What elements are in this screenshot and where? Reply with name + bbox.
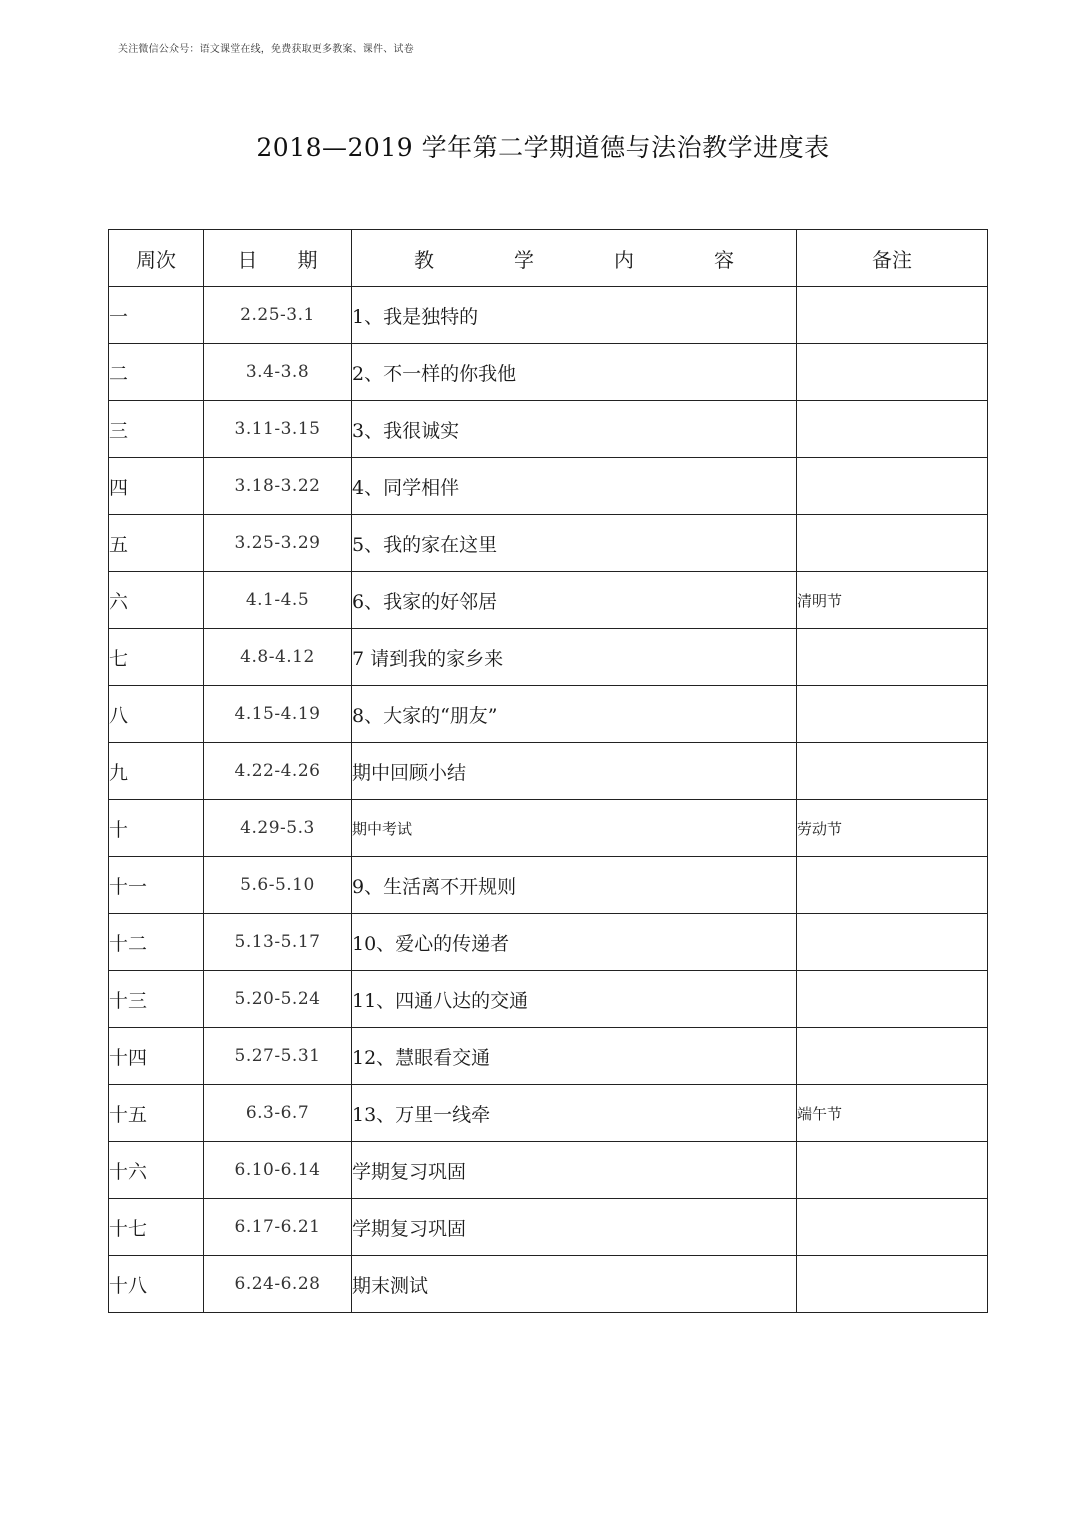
- content-cell: 学期复习巩固: [352, 1142, 797, 1199]
- content-cell: 12、慧眼看交通: [352, 1028, 797, 1085]
- note-cell: [797, 344, 988, 401]
- date-cell: 4.1-4.5: [204, 572, 352, 629]
- week-cell: 八: [109, 686, 204, 743]
- table-row: [109, 800, 988, 857]
- note-cell: [797, 629, 988, 686]
- note-cell: [797, 743, 988, 800]
- date-cell: 5.20-5.24: [204, 971, 352, 1028]
- note-cell: [797, 287, 988, 344]
- week-cell: 十八: [109, 1256, 204, 1313]
- content-cell: 13、万里一线牵: [352, 1085, 797, 1142]
- page-title: 2018—2019 学年第二学期道德与法治教学进度表: [256, 133, 830, 162]
- week-cell: 九: [109, 743, 204, 800]
- note-cell: [797, 1256, 988, 1313]
- table-row: [109, 458, 988, 515]
- content-cell: 6、我家的好邻居: [352, 572, 797, 629]
- note-cell: [797, 914, 988, 971]
- date-cell: 3.18-3.22: [204, 458, 352, 515]
- content-cell: 8、大家的“朋友”: [352, 686, 797, 743]
- week-cell: 五: [109, 515, 204, 572]
- week-cell: 十: [109, 800, 204, 857]
- content-cell: 9、生活离不开规则: [352, 857, 797, 914]
- content-cell: 7 请到我的家乡来: [352, 629, 797, 686]
- table-row: [109, 857, 988, 914]
- date-cell: 6.24-6.28: [204, 1256, 352, 1313]
- date-cell: 4.15-4.19: [204, 686, 352, 743]
- note-cell: [797, 1142, 988, 1199]
- content-cell: 4、同学相伴: [352, 458, 797, 515]
- table-row: [109, 686, 988, 743]
- note-cell: [797, 857, 988, 914]
- date-cell: 4.8-4.12: [204, 629, 352, 686]
- week-cell: 四: [109, 458, 204, 515]
- header-note: 备注: [797, 230, 988, 287]
- content-cell: 5、我的家在这里: [352, 515, 797, 572]
- table-header-row: [109, 230, 988, 287]
- note-cell: [797, 515, 988, 572]
- week-cell: 十五: [109, 1085, 204, 1142]
- content-cell: 期中回顾小结: [352, 743, 797, 800]
- date-cell: 4.22-4.26: [204, 743, 352, 800]
- date-cell: 6.17-6.21: [204, 1199, 352, 1256]
- date-cell: 5.13-5.17: [204, 914, 352, 971]
- date-cell: 6.10-6.14: [204, 1142, 352, 1199]
- note-cell: 劳动节: [797, 800, 988, 857]
- content-cell: 学期复习巩固: [352, 1199, 797, 1256]
- table-row: [109, 572, 988, 629]
- header-week: 周次: [109, 230, 204, 287]
- date-cell: 6.3-6.7: [204, 1085, 352, 1142]
- content-cell: 3、我很诚实: [352, 401, 797, 458]
- date-cell: 3.11-3.15: [204, 401, 352, 458]
- note-cell: [797, 458, 988, 515]
- note-cell: [797, 1028, 988, 1085]
- content-cell: 1、我是独特的: [352, 287, 797, 344]
- note-cell: [797, 401, 988, 458]
- table-row: [109, 629, 988, 686]
- table-row: [109, 743, 988, 800]
- table-body: [109, 287, 988, 1313]
- week-cell: 十二: [109, 914, 204, 971]
- note-cell: 清明节: [797, 572, 988, 629]
- table-row: [109, 515, 988, 572]
- week-cell: 三: [109, 401, 204, 458]
- header-content: 教 学 内 容: [352, 230, 797, 287]
- header-date: 日 期: [204, 230, 352, 287]
- note-cell: [797, 1199, 988, 1256]
- content-cell: 期中考试: [352, 800, 797, 857]
- table-row: [109, 401, 988, 458]
- table-row: [109, 1028, 988, 1085]
- week-cell: 十七: [109, 1199, 204, 1256]
- week-cell: 七: [109, 629, 204, 686]
- content-cell: 2、不一样的你我他: [352, 344, 797, 401]
- week-cell: 一: [109, 287, 204, 344]
- note-cell: 端午节: [797, 1085, 988, 1142]
- table-row: [109, 344, 988, 401]
- table-row: [109, 1142, 988, 1199]
- week-cell: 二: [109, 344, 204, 401]
- week-cell: 十四: [109, 1028, 204, 1085]
- table-row: [109, 1199, 988, 1256]
- date-cell: 5.6-5.10: [204, 857, 352, 914]
- content-cell: 10、爱心的传递者: [352, 914, 797, 971]
- date-cell: 4.29-5.3: [204, 800, 352, 857]
- week-cell: 十一: [109, 857, 204, 914]
- content-cell: 期末测试: [352, 1256, 797, 1313]
- table-row: [109, 1085, 988, 1142]
- table-row: [109, 287, 988, 344]
- content-cell: 11、四通八达的交通: [352, 971, 797, 1028]
- date-cell: 5.27-5.31: [204, 1028, 352, 1085]
- date-cell: 3.4-3.8: [204, 344, 352, 401]
- table-row: [109, 914, 988, 971]
- week-cell: 十三: [109, 971, 204, 1028]
- schedule-table: [108, 229, 988, 1313]
- week-cell: 六: [109, 572, 204, 629]
- date-cell: 2.25-3.1: [204, 287, 352, 344]
- table-row: [109, 1256, 988, 1313]
- week-cell: 十六: [109, 1142, 204, 1199]
- header-note: 关注微信公众号：语文课堂在线，免费获取更多教案、课件、试卷: [118, 44, 414, 55]
- date-cell: 3.25-3.29: [204, 515, 352, 572]
- note-cell: [797, 971, 988, 1028]
- note-cell: [797, 686, 988, 743]
- table-row: [109, 971, 988, 1028]
